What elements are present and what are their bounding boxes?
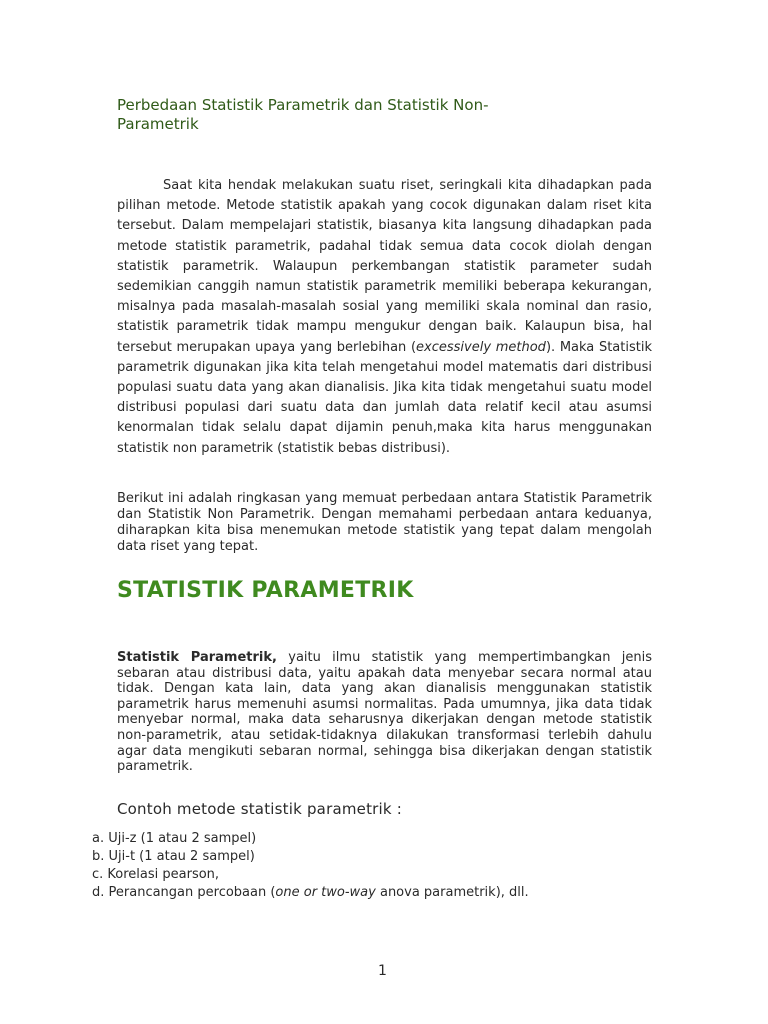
page-number: 1 xyxy=(378,963,387,979)
definition-term: Statistik Parametrik, xyxy=(117,650,277,665)
list-item: a. Uji-z (1 atau 2 sampel) xyxy=(92,831,257,846)
list-item-d-suffix: anova parametrik), dll. xyxy=(375,885,529,900)
examples-list xyxy=(92,830,692,902)
intro-text-part2: ). Maka Statistik parametrik digunakan jika kita telah mengetahui model matematis dari distribusi populasi suatu data yang akan dianalisis. Jika kita tidak mengetahui suatu model distribusi populasi dari suatu data dan jumlah data relatif kecil atau asumsi kenormalan tidak selalu dapat dijamin penuh,maka kita harus menggunakan statistik non parametrik (statistik bebas distribusi). xyxy=(117,339,652,456)
section-heading: STATISTIK PARAMETRIK xyxy=(117,578,414,603)
list-item-d-prefix: d. Perancangan percobaan ( xyxy=(92,885,276,900)
intro-paragraph xyxy=(117,176,652,459)
document-title: Perbedaan Statistik Parametrik dan Statistik Non-Parametrik xyxy=(117,96,489,133)
examples-heading: Contoh metode statistik parametrik : xyxy=(117,800,403,818)
definition-paragraph xyxy=(117,650,652,775)
intro-text-part1: Saat kita hendak melakukan suatu riset, seringkali kita dihadapkan pada pilihan metode. Metode statistik apakah yang cocok digunakan dalam riset kita tersebut. Dalam mempelajari statistik, biasanya kita langsung dihadapkan pada metode statistik parametrik, padahal tidak semua data cocok diolah dengan statistik parametrik. Walaupun perkembangan statistik parameter sudah sedemikian canggih namun statistik parametrik memiliki beberapa kekurangan, misalnya pada masalah-masalah sosial yang memiliki skala nominal dan rasio, statistik parametrik tidak mampu mengukur dengan baik. Kalaupun bisa, hal tersebut merupakan upaya yang berlebihan ( xyxy=(117,178,652,355)
list-item: c. Korelasi pearson, xyxy=(92,867,220,882)
summary-paragraph: Berikut ini adalah ringkasan yang memuat perbedaan antara Statistik Parametrik dan Statistik Non Parametrik. Dengan memahami perbedaan antara keduanya, diharapkan kita bisa menemukan metode statistik yang tepat dalam mengolah data riset yang tepat. xyxy=(117,491,652,554)
intro-italic-term: excessively method xyxy=(416,339,546,355)
list-item xyxy=(92,884,692,902)
list-item-d-italic: one or two-way xyxy=(275,885,376,900)
list-item: b. Uji-t (1 atau 2 sampel) xyxy=(92,849,255,864)
definition-text: yaitu ilmu statistik yang mempertimbangkan jenis sebaran atau distribusi data, yaitu apakah data menyebar secara normal atau tidak. Dengan kata lain, data yang akan dianalisis menggunakan statistik parametrik harus memenuhi asumsi normalitas. Pada umumnya, jika data tidak menyebar normal, maka data seharusnya dikerjakan dengan metode statistik non-parametrik, atau setidak-tidaknya dilakukan transformasi terlebih dahulu agar data mengikuti sebaran normal, sehingga bisa dikerjakan dengan statistik parametrik. xyxy=(117,650,653,775)
